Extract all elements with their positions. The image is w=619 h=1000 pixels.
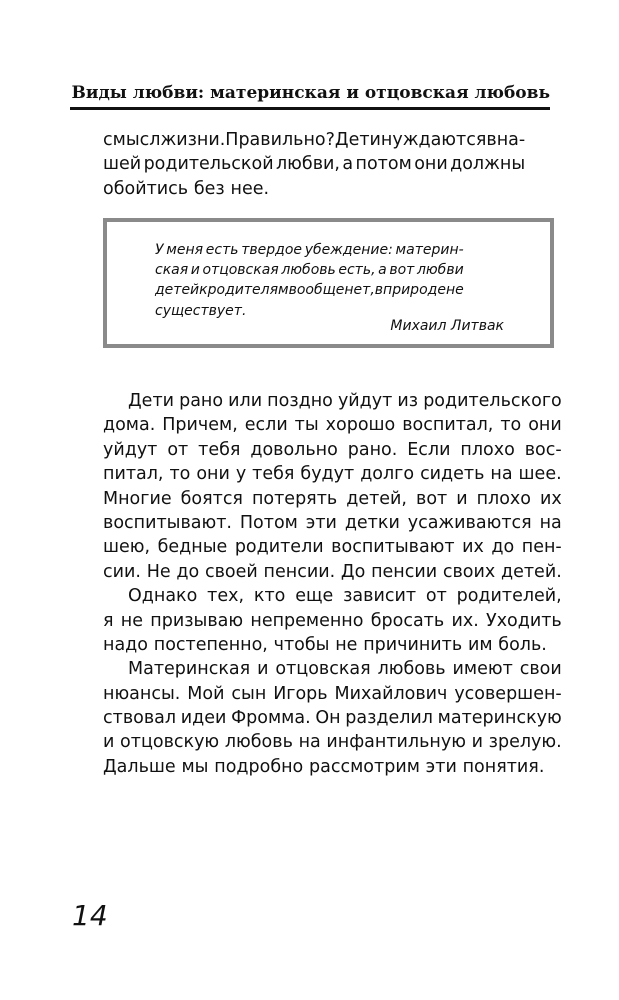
word: Михайлович xyxy=(334,683,448,704)
word: на xyxy=(539,512,562,533)
word: дома. xyxy=(103,415,156,436)
word: кто xyxy=(253,586,286,607)
word: тех, xyxy=(207,586,245,607)
word: причинить xyxy=(363,634,463,655)
word: чтобы xyxy=(273,634,330,655)
word: а xyxy=(342,154,354,175)
word: и xyxy=(456,488,468,509)
word: Материнская xyxy=(128,659,251,680)
word: от xyxy=(425,586,447,607)
word: ствовал xyxy=(103,708,177,729)
quote-box xyxy=(103,218,554,348)
word: сидеть xyxy=(420,464,485,485)
word: еще xyxy=(295,586,334,607)
word: и xyxy=(190,262,200,279)
word: отцовскую xyxy=(120,732,220,753)
word: мы xyxy=(181,756,209,777)
word: вот xyxy=(389,262,415,279)
word: то xyxy=(169,464,191,485)
word: то xyxy=(500,415,522,436)
word: будут xyxy=(300,464,355,485)
word: любовь xyxy=(224,732,293,753)
word: Многие xyxy=(103,488,172,509)
word: разделил xyxy=(345,708,433,729)
word: любви, xyxy=(276,154,340,175)
word: эти xyxy=(305,512,337,533)
word: У xyxy=(155,242,164,258)
word: не xyxy=(335,634,358,655)
word: Он xyxy=(315,708,341,729)
text-line xyxy=(103,535,562,559)
word: родители xyxy=(234,537,324,558)
word: Потом xyxy=(239,512,298,533)
word: тебя xyxy=(252,464,295,485)
text-line xyxy=(103,462,562,486)
quote-author: Михаил Литвак xyxy=(390,318,504,334)
word: подробно xyxy=(214,756,304,777)
word: До xyxy=(340,561,366,582)
word: меня xyxy=(166,242,204,258)
word: шее. xyxy=(518,464,562,485)
text-line xyxy=(103,755,562,779)
word: а xyxy=(378,262,387,279)
word: идеи xyxy=(180,708,227,729)
word: есть, xyxy=(338,262,376,279)
word: сын xyxy=(231,683,267,704)
word: отцовская xyxy=(202,262,279,279)
word: питал, xyxy=(103,464,164,485)
word: их. xyxy=(451,610,479,631)
word: обойтись xyxy=(103,178,189,199)
word: родителей, xyxy=(456,586,562,607)
word: Дети xyxy=(334,130,381,150)
word: к xyxy=(199,282,208,299)
word: усаживаются xyxy=(407,512,532,533)
word: воспитывают xyxy=(331,537,455,558)
word: зрелую. xyxy=(488,732,562,753)
word: они xyxy=(414,154,448,175)
word: на xyxy=(490,464,513,485)
word: Дальше xyxy=(103,756,176,777)
word: любви xyxy=(416,262,464,279)
word: они xyxy=(528,415,562,436)
word: родительской xyxy=(143,154,274,175)
word: уйдут xyxy=(337,391,393,411)
word: призываю xyxy=(150,610,244,631)
word: понятия. xyxy=(462,756,545,777)
word: не xyxy=(120,610,144,631)
word: надо xyxy=(103,634,148,655)
word: Дети xyxy=(128,391,175,411)
text-line xyxy=(103,177,525,201)
word: если xyxy=(244,415,288,436)
word: существует. xyxy=(155,302,247,319)
word: нее. xyxy=(230,178,270,199)
word: тебя xyxy=(198,439,241,460)
word: убеждение: xyxy=(304,242,393,258)
word: Уходить xyxy=(486,610,562,631)
page-number: 14 xyxy=(72,899,108,932)
word: они xyxy=(196,464,230,485)
word: своей xyxy=(204,561,258,582)
quote-text xyxy=(155,240,464,321)
word: вос- xyxy=(524,439,562,460)
word: материн- xyxy=(395,242,464,258)
word: любовь xyxy=(377,659,446,680)
word: плохо xyxy=(460,439,515,460)
word: инфантильную xyxy=(326,732,466,753)
word: пенсии. xyxy=(263,561,336,582)
word: Правильно? xyxy=(225,130,335,150)
text-line xyxy=(103,487,562,511)
word: без xyxy=(193,178,225,199)
word: нуждаются xyxy=(380,130,487,150)
word: детки xyxy=(344,512,400,533)
word: есть xyxy=(205,242,239,258)
text-line xyxy=(155,280,464,300)
word: Не xyxy=(146,561,171,582)
word: бросать xyxy=(370,610,445,631)
word: до xyxy=(491,537,515,558)
main-text xyxy=(103,389,562,779)
word: их xyxy=(540,488,562,509)
text-line xyxy=(155,260,464,280)
word: я xyxy=(103,610,114,631)
word: уйдут xyxy=(103,439,158,460)
header-rule xyxy=(70,107,550,110)
word: рано xyxy=(179,391,224,411)
word: смысл xyxy=(103,130,161,150)
word: свои xyxy=(519,659,562,680)
text-line xyxy=(103,633,562,657)
word: не xyxy=(445,282,464,299)
intro-paragraph xyxy=(103,128,525,201)
text-line xyxy=(103,682,562,706)
text-line xyxy=(103,389,562,413)
word: долго xyxy=(360,464,415,485)
word: сии. xyxy=(103,561,141,582)
word: боль. xyxy=(498,634,547,655)
word: на xyxy=(298,732,321,753)
word: материнскую xyxy=(437,708,562,729)
word: до xyxy=(176,561,200,582)
word: постепенно, xyxy=(153,634,268,655)
text-line xyxy=(103,560,562,584)
word: потерять xyxy=(251,488,338,509)
word: ты xyxy=(294,415,319,436)
word: жизни. xyxy=(160,130,226,150)
word: вообще xyxy=(288,282,345,299)
text-line xyxy=(103,730,562,754)
word: пен- xyxy=(521,537,562,558)
word: рано. xyxy=(347,439,398,460)
word: из xyxy=(397,391,419,411)
word: ская xyxy=(155,262,189,279)
word: имеют xyxy=(452,659,513,680)
word: в xyxy=(374,282,384,299)
word: от xyxy=(167,439,189,460)
text-line xyxy=(103,152,525,176)
word: своих xyxy=(442,561,496,582)
word: плохо xyxy=(476,488,531,509)
word: пенсии xyxy=(371,561,438,582)
word: родительского xyxy=(423,391,562,411)
word: родителям xyxy=(207,282,289,299)
word: Мой xyxy=(187,683,225,704)
word: Игорь xyxy=(273,683,328,704)
word: природе xyxy=(383,282,446,299)
word: детей xyxy=(155,282,200,299)
word: Если xyxy=(407,439,451,460)
word: поздно xyxy=(267,391,333,411)
word: в xyxy=(486,130,497,150)
text-line xyxy=(103,413,562,437)
word: на- xyxy=(496,130,526,150)
word: нюансы. xyxy=(103,683,181,704)
word: шею, xyxy=(103,537,151,558)
text-line xyxy=(103,609,562,633)
word: потом xyxy=(355,154,412,175)
word: боятся xyxy=(180,488,243,509)
word: бедные xyxy=(157,537,228,558)
word: нет, xyxy=(344,282,375,299)
text-line xyxy=(103,511,562,535)
word: или xyxy=(228,391,263,411)
word: и xyxy=(257,659,269,680)
word: непременно xyxy=(250,610,364,631)
text-line xyxy=(155,240,464,260)
word: Однако xyxy=(128,586,198,607)
word: и xyxy=(471,732,483,753)
word: зависит xyxy=(343,586,417,607)
word: эти xyxy=(425,756,457,777)
word: отцовская xyxy=(275,659,371,680)
word: шей xyxy=(103,154,142,175)
text-line xyxy=(103,657,562,681)
word: Причем, xyxy=(162,415,238,436)
word: Фромма. xyxy=(231,708,311,729)
text-line xyxy=(103,128,525,152)
word: воспитал, xyxy=(402,415,494,436)
text-line xyxy=(103,706,562,730)
word: должны xyxy=(450,154,526,175)
word: довольно xyxy=(250,439,338,460)
word: воспитывают. xyxy=(103,512,232,533)
text-line xyxy=(103,438,562,462)
word: и xyxy=(103,732,115,753)
word: у xyxy=(235,464,247,485)
word: рассмотрим xyxy=(309,756,420,777)
word: их xyxy=(462,537,484,558)
word: хорошо xyxy=(325,415,396,436)
word: вот xyxy=(416,488,448,509)
word: твердое xyxy=(241,242,303,258)
word: им xyxy=(467,634,493,655)
word: любовь xyxy=(281,262,336,279)
word: усовершен- xyxy=(454,683,562,704)
running-header: Виды любви: материнская и отцовская любовь xyxy=(71,83,550,103)
word: детей. xyxy=(501,561,562,582)
word: детей, xyxy=(346,488,407,509)
text-line xyxy=(103,584,562,608)
